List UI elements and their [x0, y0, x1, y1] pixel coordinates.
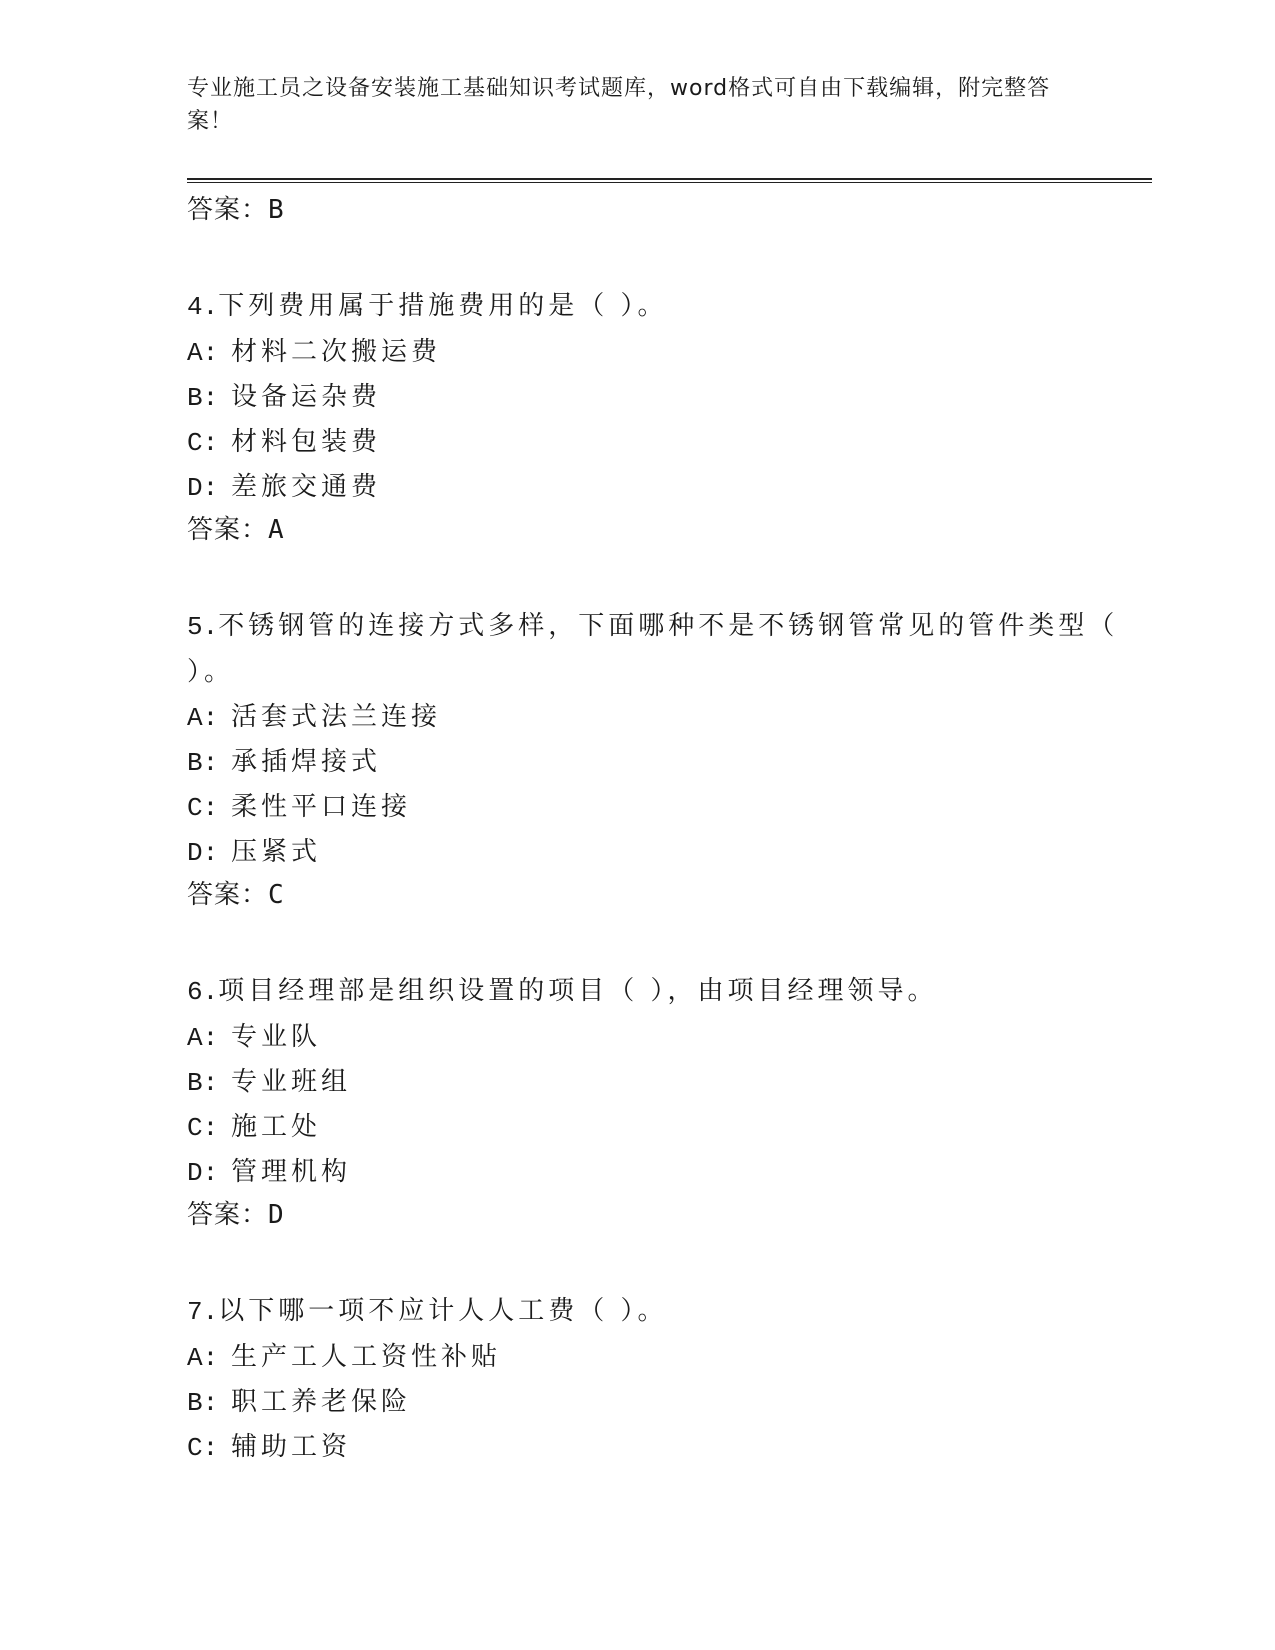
option-key: D:	[187, 838, 219, 868]
question-block	[187, 1289, 1152, 1470]
question-stem	[187, 969, 1152, 1015]
option-key: A:	[187, 703, 219, 733]
option-c	[187, 785, 1152, 830]
document-header: 专业施工员之设备安装施工基础知识考试题库，word格式可自由下载编辑，附完整答案！	[187, 76, 1051, 134]
question-block	[187, 284, 1152, 548]
answer-line	[187, 877, 1152, 913]
question-number: 6.	[187, 977, 219, 1007]
answer-value: D	[268, 1200, 285, 1230]
question-text: 不锈钢管的连接方式多样，下面哪种不是不锈钢管常见的管件类型（ ）。	[187, 611, 1119, 687]
option-text: 材料包装费	[231, 427, 382, 457]
option-key: D:	[187, 1158, 219, 1188]
option-key: C:	[187, 793, 219, 823]
option-text: 生产工人工资性补贴	[231, 1342, 502, 1372]
option-a	[187, 1015, 1152, 1060]
option-d	[187, 1150, 1152, 1195]
option-key: B:	[187, 1388, 219, 1418]
answer-label: 答案：	[187, 195, 269, 225]
option-c	[187, 1105, 1152, 1150]
option-text: 设备运杂费	[231, 382, 382, 412]
question-text: 以下哪一项不应计人人工费（ ）。	[218, 1296, 668, 1326]
answer-value: C	[268, 880, 285, 910]
document-page	[187, 0, 1152, 1650]
option-key: D:	[187, 473, 219, 503]
option-a	[187, 330, 1152, 375]
question-number: 7.	[187, 1297, 219, 1327]
option-text: 管理机构	[231, 1157, 352, 1187]
question-number: 5.	[187, 612, 219, 642]
option-text: 专业班组	[231, 1067, 352, 1097]
option-key: B:	[187, 383, 219, 413]
option-b	[187, 1060, 1152, 1105]
answer-label: 答案：	[187, 1200, 269, 1230]
option-key: C:	[187, 428, 219, 458]
option-text: 柔性平口连接	[231, 792, 412, 822]
answer-label: 答案：	[187, 880, 269, 910]
question-stem	[187, 1289, 1152, 1335]
answer-line	[187, 1197, 1152, 1233]
option-text: 差旅交通费	[231, 472, 382, 502]
question-text: 下列费用属于措施费用的是（ ）。	[218, 291, 668, 321]
option-d	[187, 830, 1152, 875]
question-block	[187, 969, 1152, 1233]
option-a	[187, 695, 1152, 740]
question-stem	[187, 604, 1152, 695]
option-b	[187, 740, 1152, 785]
option-b	[187, 1380, 1152, 1425]
option-key: A:	[187, 338, 219, 368]
question-number: 4.	[187, 292, 219, 322]
option-text: 施工处	[231, 1112, 322, 1142]
option-a	[187, 1335, 1152, 1380]
option-b	[187, 375, 1152, 420]
option-text: 职工养老保险	[231, 1387, 412, 1417]
option-c	[187, 420, 1152, 465]
option-key: A:	[187, 1023, 219, 1053]
option-key: B:	[187, 1068, 219, 1098]
answer-line	[187, 512, 1152, 548]
answer-label: 答案：	[187, 515, 269, 545]
option-text: 材料二次搬运费	[231, 337, 442, 367]
answer-line	[187, 192, 1152, 228]
option-text: 专业队	[231, 1022, 322, 1052]
option-d	[187, 465, 1152, 510]
option-key: A:	[187, 1343, 219, 1373]
option-key: C:	[187, 1113, 219, 1143]
option-key: B:	[187, 748, 219, 778]
option-key: C:	[187, 1433, 219, 1463]
question-stem	[187, 284, 1152, 330]
option-text: 辅助工资	[231, 1432, 352, 1462]
option-c	[187, 1425, 1152, 1470]
option-text: 活套式法兰连接	[231, 702, 442, 732]
answer-value: A	[268, 515, 285, 545]
question-text: 项目经理部是组织设置的项目（ ），由项目经理领导。	[218, 976, 938, 1006]
option-text: 承插焊接式	[231, 747, 382, 777]
option-text: 压紧式	[231, 837, 322, 867]
header-divider	[187, 178, 1152, 183]
question-block	[187, 604, 1152, 913]
answer-value: B	[268, 195, 285, 225]
question-list	[187, 192, 1152, 1470]
